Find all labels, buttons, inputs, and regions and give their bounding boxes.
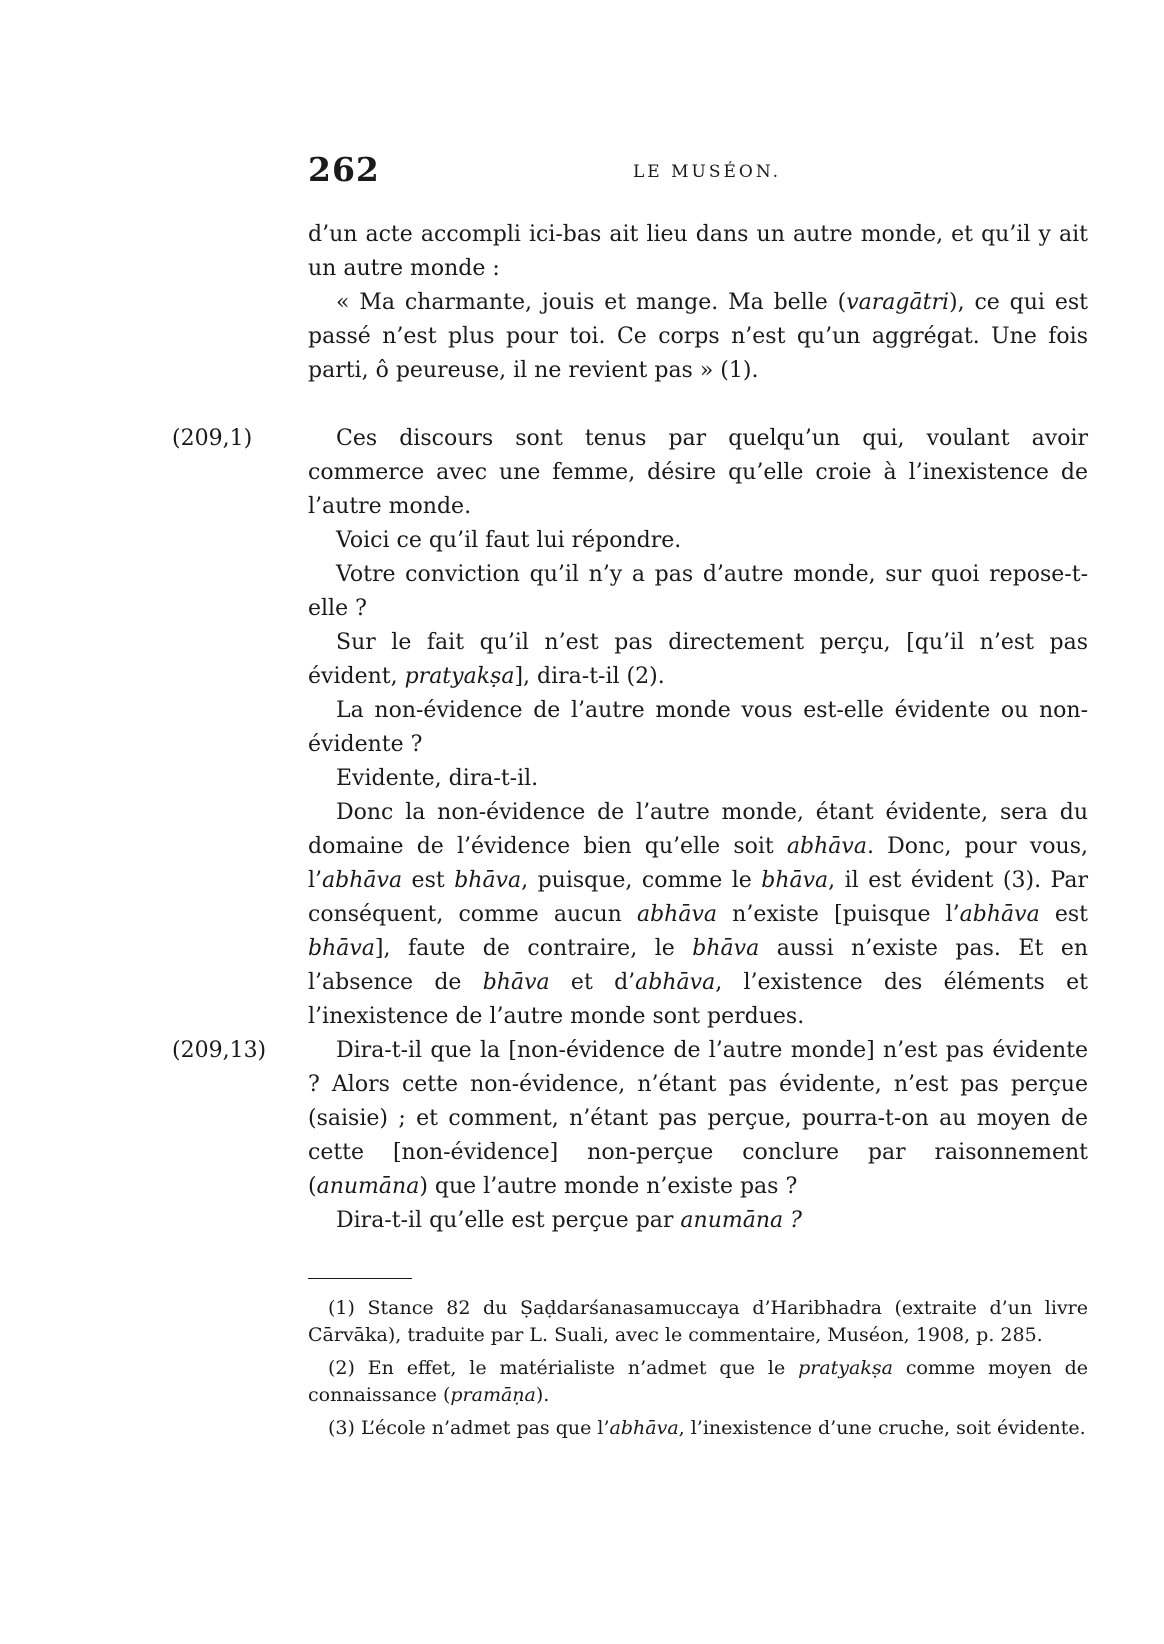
paragraph-continuation: d’un acte accompli ici-bas ait lieu dans un autre monde, et qu’il y ait un autre monde : [308, 222, 1088, 281]
footnote-text: comme moyen de connaissance ( [308, 1357, 1088, 1406]
paragraph: Votre conviction qu’il n’y a pas d’autre monde, sur quoi repose-t-elle ? [308, 562, 1088, 621]
paragraph: Voici ce qu’il faut lui répondre. [336, 528, 682, 553]
sanskrit-term: abhāva [636, 902, 718, 927]
main-text [172, 218, 1089, 1442]
paragraph-text: ) que l’autre monde n’existe pas ? [419, 1174, 798, 1199]
page-number: 262 [308, 150, 380, 189]
paragraph-text: ], faute de contraire, le [374, 936, 693, 961]
sanskrit-term: anumāna [316, 1174, 420, 1199]
footnote-text: , l’inexistence d’une cruche, soit évidente. [678, 1417, 1086, 1439]
paragraph-text: et d’ [549, 970, 636, 995]
paragraph-text: ], dira-t-il (2). [514, 664, 665, 689]
footnote [308, 1355, 1088, 1409]
paragraph [308, 1204, 1088, 1238]
footnote-text: ). [535, 1384, 550, 1406]
paragraph: Evidente, dira-t-il. [336, 766, 539, 791]
paragraph [172, 1034, 1088, 1204]
sanskrit-term: abhāva [609, 1417, 679, 1439]
sanskrit-term: bhāva [308, 936, 375, 961]
paragraph-text: aussi n’existe pas. Et en l’absence de [308, 936, 1089, 995]
running-title: LE MUSÉON. [633, 162, 782, 182]
sanskrit-term: abhāva [322, 868, 403, 893]
paragraph-text: est [402, 868, 455, 893]
footnote-text: (3) L’école n’admet pas que l’ [328, 1417, 610, 1439]
paragraph: La non-évidence de l’autre monde vous est-elle évidente ou non-évidente ? [308, 698, 1088, 757]
page-header [308, 150, 1088, 190]
footnote [308, 1415, 1088, 1442]
verse-quote [308, 286, 1088, 388]
paragraph-text: Dira-t-il qu’elle est perçue par [336, 1208, 681, 1233]
sanskrit-term: anumāna ? [680, 1208, 802, 1233]
paragraph-text: n’existe [puisque l’ [717, 902, 960, 927]
sanskrit-term: bhāva [482, 970, 550, 995]
footnote: (1) Stance 82 du Ṣaḍdarśanasamuccaya d’Haribhadra (extraite d’un livre Cārvāka), traduite par L. Suali, avec le commentaire, Muséon, 1908, p. 285. [308, 1297, 1088, 1346]
sanskrit-term: varagātri [846, 290, 950, 315]
paragraph [308, 796, 1088, 1034]
paragraph [172, 422, 1088, 524]
margin-reference: (209,13) [172, 1038, 267, 1063]
paragraph [308, 626, 1088, 694]
paragraph-text: , l’existence des éléments et l’inexistence de l’autre monde sont perdues. [308, 970, 1088, 1029]
sanskrit-term: abhāva [635, 970, 716, 995]
paragraph-text: Ces discours sont tenus par quelqu’un qui, voulant avoir commerce avec une femme, désire qu’elle croie à l’inexistence de l’autre monde. [308, 426, 1088, 519]
sanskrit-term: pratyakṣa [404, 664, 515, 689]
sanskrit-term: bhāva [692, 936, 760, 961]
quote-close: ), ce qui est passé n’est plus pour toi. Ce corps n’est qu’un aggrégat. Une fois parti, ô peureuse, il ne revient pas » (1). [308, 290, 1088, 383]
paragraph-text: Sur le fait qu’il n’est pas directement perçu, [qu’il n’est pas évident, [308, 630, 1088, 689]
sanskrit-term: bhāva [454, 868, 522, 893]
sanskrit-term: abhāva [786, 834, 867, 859]
paragraph-text: Dira-t-il que la [non-évidence de l’autre monde] n’est pas évidente ? Alors cette non-évidence, n’étant pas évidente, n’est pas perçue (saisie) ; et comment, n’étant pas perçue, pourra-t-on au moyen de cette [non-évidence] non-perçue conclure par raisonnement ( [308, 1038, 1088, 1199]
footnote-separator [308, 1278, 412, 1279]
margin-reference: (209,1) [172, 426, 253, 451]
sanskrit-term: pratyakṣa [798, 1357, 893, 1379]
footnote-text: (2) En effet, le matérialiste n’admet que le [328, 1357, 799, 1379]
paragraph-text: Donc la non-évidence de l’autre monde, étant évidente, sera du domaine de l’évidence bien qu’elle soit [308, 800, 1088, 859]
sanskrit-term: pramāṇa [450, 1384, 536, 1406]
paragraph-text: , il est évident (3). Par conséquent, comme aucun [308, 868, 1088, 927]
paragraph-text: . Donc, pour vous, l’ [308, 834, 1088, 893]
quote-open: « Ma charmante, jouis et mange. Ma belle ( [336, 290, 847, 315]
paragraph-text: est [1039, 902, 1088, 927]
sanskrit-term: abhāva [959, 902, 1040, 927]
paragraph-text: , puisque, comme le [521, 868, 762, 893]
sanskrit-term: bhāva [761, 868, 829, 893]
